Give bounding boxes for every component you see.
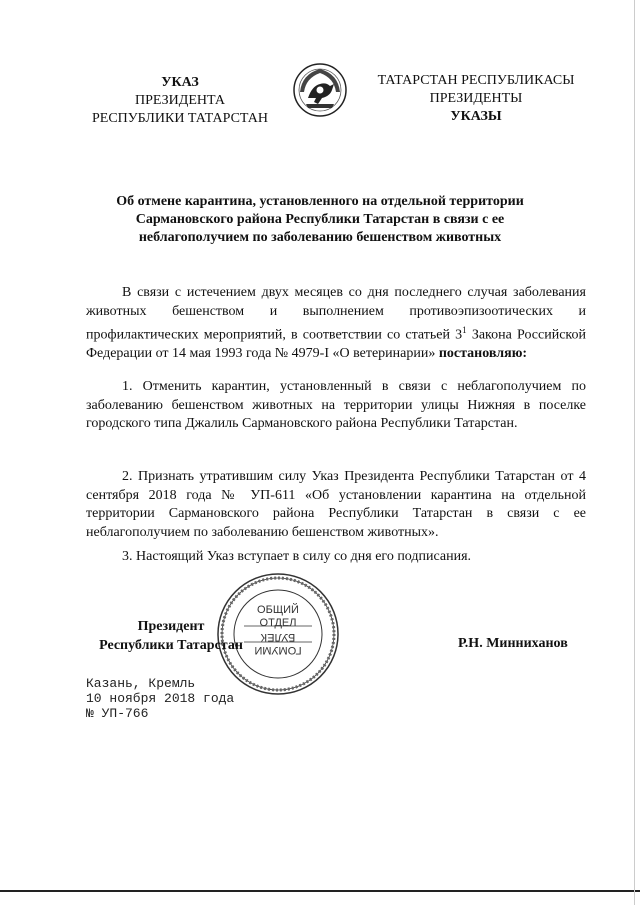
preamble-resolve: постановляю: — [438, 346, 528, 362]
header-right — [366, 72, 586, 126]
header-left — [80, 74, 280, 128]
page-right-edge — [634, 0, 635, 905]
preamble-text: В связи с истечением двух месяцев со дня последнего случая заболевания животных бешенством и выполнением противоэпизоотических и профилактических мероприятий, в соответствии со статьей 3 — [86, 285, 586, 343]
clause-3: 3. Настоящий Указ вступает в силу со дня его подписания. — [122, 549, 472, 564]
footer-number: № УП-766 — [86, 706, 149, 721]
header-left-line2: ПРЕЗИДЕНТА — [135, 93, 225, 108]
clause-1: 1. Отменить карантин, установленный в связи с неблагополучием по заболеванию бешенством животных на территории улицы Нижняя в поселке городского типа Джалиль Сармановского района Республики Татарстан. — [86, 379, 586, 431]
stamp-text-line3: БУЛЕК — [260, 631, 296, 643]
stamp-text-line2: ОТДЕЛ — [259, 617, 297, 629]
clause-2: 2. Признать утратившим силу Указ Президента Республики Татарстан от 4 сентября 2018 года № УП-611 «Об установлении карантина на отдельной территории Сармановского района Республики Татарстан в связи с ее неблагополучием по заболеванию бешенством животных». — [86, 469, 586, 540]
signatory-position-line2: Республики Татарстан — [99, 638, 243, 653]
header-left-line1: УКАЗ — [161, 75, 199, 90]
header-right-line3: УКАЗЫ — [450, 109, 502, 124]
header-right-line2: ПРЕЗИДЕНТЫ — [429, 91, 523, 106]
signatory-position-line1: Президент — [137, 619, 205, 634]
header-right-line1: ТАТАРСТАН РЕСПУБЛИКАСЫ — [377, 73, 575, 88]
stamp-text-line4: ГОМУМИ — [254, 644, 302, 656]
preamble-superscript: 1 — [462, 325, 467, 335]
decree-footer — [86, 676, 234, 721]
footer-place: Казань, Кремль — [86, 676, 196, 691]
footer-date: 10 ноября 2018 года — [86, 691, 235, 706]
signatory-position — [86, 617, 256, 655]
preamble-text-2: Закона Российской Федерации от 14 мая 1993 года № 4979-I «О ветеринарии» — [86, 327, 586, 362]
header-left-line3: РЕСПУБЛИКИ ТАТАРСТАН — [91, 111, 268, 126]
page-bottom-edge — [0, 890, 640, 892]
signatory-name: Р.Н. Минниханов — [458, 636, 568, 651]
stamp-text-line1: ОБЩИЙ — [257, 604, 299, 616]
tatarstan-emblem-icon — [292, 62, 348, 118]
decree-title: Об отмене карантина, установленного на отдельной территории Сармановского района Республики Татарстан в связи с ее неблагополучием по заболеванию бешенством животных — [116, 194, 524, 245]
preamble-paragraph — [86, 284, 586, 364]
